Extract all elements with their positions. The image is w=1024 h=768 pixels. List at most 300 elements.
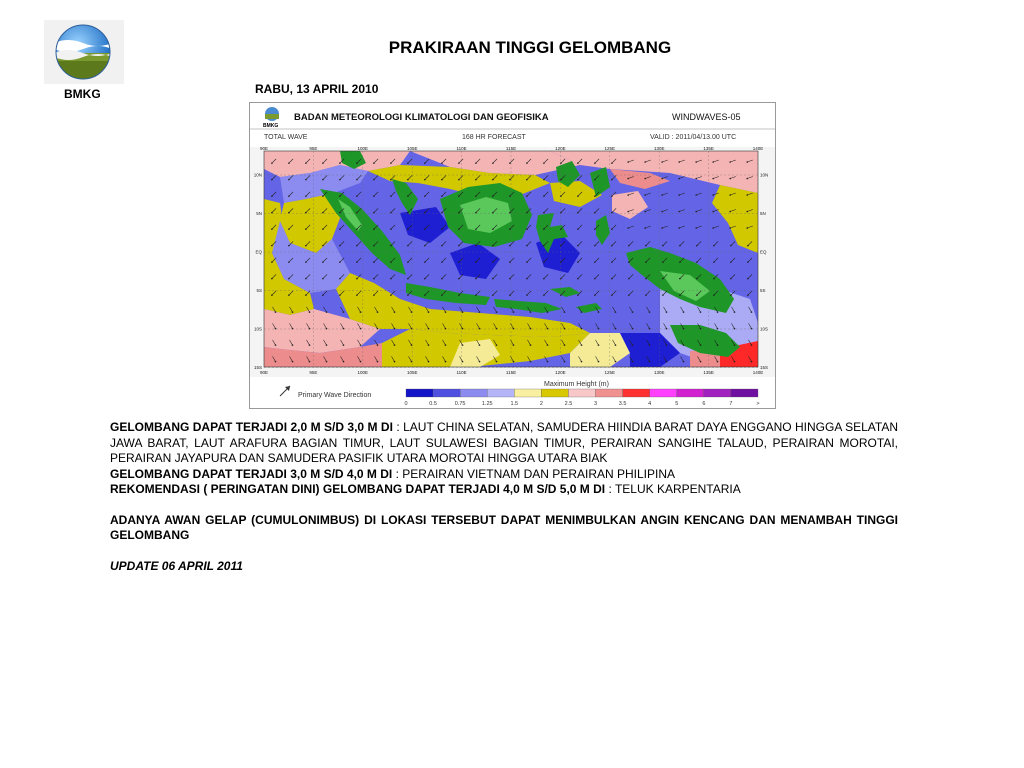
wave-arrow-head [734,328,736,330]
forecast-date: RABU, 13 APRIL 2010 [255,82,379,96]
scale-swatch [623,389,650,397]
wave-arrow-head [271,278,273,280]
early-warning: REKOMENDASI ( PERINGATAN DINI) GELOMBANG DAPAT TERJADI 4,0 M S/D 5,0 M DI [110,482,606,496]
wave-arrow-head [577,212,579,214]
wave-arrow-head [611,228,613,230]
wave-arrow-head [543,195,545,197]
wave-arrow-head [649,361,651,363]
wave-arrow-head [373,195,375,197]
lon-label: 115E [505,370,517,375]
wave-arrow-head [305,261,307,263]
wave-arrow-head [560,162,562,164]
lon-label: 100E [357,370,369,375]
wave-arrow-head [712,161,714,163]
scale-swatch [406,389,433,397]
wave-arrow-head [526,278,528,280]
wave-arrow-head [747,294,749,296]
wave-arrow-head [479,328,481,330]
wave-arrow-head [343,361,345,363]
wave-arrow-head [390,162,392,164]
wave-arrow-head [526,179,528,181]
wave-arrow-head [678,194,680,196]
wave-arrow-head [462,344,464,346]
forecast-paragraph-1 [110,420,898,467]
lon-label: 140E [752,370,764,375]
lon-label: 135E [703,370,714,375]
wave-arrow-head [275,361,277,363]
lon-label: 110E [456,146,467,151]
wave-arrow-head [424,212,426,214]
wave-arrow-head [666,361,668,363]
separator-3: : [605,482,615,496]
wave-arrow-head [661,178,663,180]
wave-arrow-head [696,294,698,296]
wave-arrow-head [700,361,702,363]
wave-arrow-head [526,195,528,197]
wave-arrow-head [594,212,596,214]
wave-arrow-head [462,361,464,363]
wave-arrow-head [627,178,629,180]
wave-arrow-head [496,361,498,363]
wave-arrow-head [424,228,426,230]
scale-tick-label: 2.5 [564,401,573,407]
wave-arrow-head [309,328,311,330]
wave-arrow-head [683,344,685,346]
scale-swatch [541,389,568,397]
wave-arrow-head [747,278,749,280]
lon-label: 95E [309,146,318,151]
wave-arrow-head [509,195,511,197]
wave-arrow-head [649,311,651,313]
wave-arrow-head [526,212,528,214]
wave-arrow-head [322,294,324,296]
wave-arrow-head [441,228,443,230]
wave-arrow-head [712,194,714,196]
wave-arrow-head [526,294,528,296]
wave-arrow-head [339,212,341,214]
wave-arrow-head [713,278,715,280]
lat-label: 10S [253,326,262,332]
wave-arrow-head [598,311,600,313]
wave-arrow-head [746,194,748,196]
banner-logo-icon [265,107,279,121]
wave-arrow-head [275,311,277,313]
wave-arrow-head [695,194,697,196]
wave-arrow-head [445,344,447,346]
lon-label: 130E [653,370,665,375]
wave-arrow-head [322,245,324,247]
forecast-label: 168 HR FORECAST [462,134,526,141]
wave-arrow-head [407,261,409,263]
cumulonimbus-warning: ADANYA AWAN GELAP (CUMULONIMBUS) DI LOKASI TERSEBUT DAPAT MENIMBULKAN ANGIN KENCANG DAN MENAMBAH TINGGI GELOMBANG [110,512,898,542]
scale-tick-label: 4 [648,401,652,407]
wave-arrow-head [594,278,596,280]
wave-arrow-head [322,162,324,164]
wave-arrow-head [751,344,753,346]
wave-arrow-head [356,228,358,230]
wave-arrow-head [462,328,464,330]
wave-arrow-head [577,278,579,280]
wave-arrow-head [547,311,549,313]
wave-arrow-head [543,212,545,214]
wave-arrow-head [594,261,596,263]
wave-arrow-head [530,344,532,346]
wave-arrow-head [594,228,596,230]
wave-arrow-head [441,162,443,164]
wave-arrow-head [632,328,634,330]
wave-arrow-head [695,161,697,163]
wave-arrow-head [526,261,528,263]
lon-label: 135E [703,146,714,151]
wave-arrow-head [695,211,697,213]
wave-arrow-head [390,212,392,214]
wave-arrow-head [730,294,732,296]
wave-arrow-head [577,179,579,181]
wave-arrow-head [509,245,511,247]
wave-arrow-head [577,261,579,263]
wave-arrow-head [729,161,731,163]
wave-arrow-head [373,228,375,230]
wave-arrow-head [411,311,413,313]
wave-arrow-head [700,311,702,313]
wave-arrow-head [475,294,477,296]
wave-arrow-head [271,179,273,181]
wave-arrow-head [632,361,634,363]
wave-arrow-head [746,161,748,163]
wave-arrow-head [360,344,362,346]
wave-arrow-head [377,361,379,363]
wave-arrow-head [339,261,341,263]
wave-arrow-head [292,328,294,330]
legend-svg [250,378,775,408]
wave-arrow-head [288,179,290,181]
lon-label: 100E [357,146,369,151]
scale-tick-label: 7 [729,401,733,407]
wave-arrow-head [713,261,715,263]
wave-arrow-head [424,278,426,280]
areas-4-5: TELUK KARPENTARIA [614,482,741,496]
wave-arrow-head [411,344,413,346]
wave-arrow-head [475,245,477,247]
wave-arrow-head [611,179,613,181]
wave-arrow-head [526,162,528,164]
wave-arrow-head [560,245,562,247]
wave-arrow-head [712,211,714,213]
wave-arrow-head [343,344,345,346]
wave-arrow-head [390,195,392,197]
wave-arrow-head [339,228,341,230]
wave-arrow-head [309,344,311,346]
wave-arrow-head [746,178,748,180]
wave-arrow-head [309,361,311,363]
wave-arrow-head [424,294,426,296]
wave-arrow-head [305,294,307,296]
wave-arrow-head [288,278,290,280]
wave-arrow-head [288,162,290,164]
wave-arrow-head [611,261,613,263]
wave-arrow-head [509,294,511,296]
wave-arrow-head [564,361,566,363]
wave-arrow-head [577,294,579,296]
lon-label: 120E [555,146,566,151]
wave-arrow-head [679,294,681,296]
wave-arrow-head [712,227,714,229]
wave-arrow-head [271,228,273,230]
lat-label: EQ [760,249,767,255]
wave-map-svg [250,103,775,381]
wave-arrow-head [526,228,528,230]
wave-arrow-head [683,311,685,313]
wave-arrow-head [509,278,511,280]
forecast-paragraph-3 [110,482,898,498]
banner-logo-text: BMKG [263,123,279,129]
lat-label: 5N [760,211,766,216]
wave-arrow-head [560,228,562,230]
lon-label: 110E [456,370,467,375]
wave-arrow-head [678,178,680,180]
wave-arrow-head [496,311,498,313]
scale-tick-label: 3 [594,401,598,407]
wave-arrow-head [628,245,630,247]
scale-swatch [460,389,487,397]
wave-arrow-head [695,227,697,229]
lat-label: 15S [253,365,262,370]
wave-arrow-head [560,179,562,181]
wave-arrow-head [696,245,698,247]
wave-arrow-head [288,195,290,197]
wave-arrow-head [577,195,579,197]
wave-arrow-head [373,212,375,214]
lat-label: EQ [255,249,262,255]
wave-arrow-head [407,294,409,296]
wave-arrow-head [292,344,294,346]
wave-arrow-head [356,212,358,214]
wave-arrow-head [373,245,375,247]
wave-arrow-head [479,311,481,313]
wave-arrow-head [305,179,307,181]
wave-arrow-head [475,162,477,164]
wave-direction-arrow-icon [280,386,290,396]
wave-arrow-head [666,311,668,313]
wave-arrow-head [356,245,358,247]
wave-arrow-head [458,162,460,164]
wave-arrow-head [305,278,307,280]
separator-2: : [392,466,403,481]
wave-arrow-head [424,245,426,247]
wave-arrow-head [475,261,477,263]
wave-arrow-head [696,261,698,263]
valid-label: VALID : 2011/04/13.00 UTC [650,134,737,141]
scale-swatch [487,389,514,397]
wave-arrow-head [662,294,664,296]
wave-arrow-head [275,344,277,346]
wave-arrow-head [627,211,629,213]
wave-arrow-head [611,212,613,214]
wave-arrow-head [547,328,549,330]
wave-arrow-head [717,328,719,330]
wave-arrow-head [615,328,617,330]
direction-legend-label: Primary Wave Direction [298,392,372,399]
wave-arrow-head [339,195,341,197]
wave-arrow-head [377,311,379,313]
wave-arrow-head [360,328,362,330]
wave-arrow-head [662,245,664,247]
wave-arrow-head [492,195,494,197]
wave-arrow-head [615,344,617,346]
wave-arrow-head [581,311,583,313]
wave-arrow-head [458,212,460,214]
wave-arrow-head [526,245,528,247]
wave-arrow-head [746,211,748,213]
wave-arrow-head [729,178,731,180]
wave-arrow-head [343,311,345,313]
wave-arrow-head [339,245,341,247]
page-title: PRAKIRAAN TINGGI GELOMBANG [388,38,672,57]
wave-arrow-head [322,179,324,181]
wave-arrow-head [543,245,545,247]
wave-arrow-head [475,212,477,214]
wave-arrow-head [271,294,273,296]
wave-arrow-head [712,178,714,180]
height-color-scale [404,389,759,407]
wave-arrow-head [543,294,545,296]
wave-arrow-head [322,228,324,230]
wave-arrow-head [390,261,392,263]
wave-arrow-head [729,227,731,229]
wave-arrow-head [322,212,324,214]
wave-arrow-head [475,195,477,197]
wave-arrow-head [356,278,358,280]
height-range-2-3: GELOMBANG DAPAT TERJADI 2,0 M S/D 3,0 M DI [110,420,393,434]
wave-arrow-head [390,228,392,230]
wave-arrow-head [683,361,685,363]
wave-arrow-head [747,261,749,263]
wave-arrow-head [305,162,307,164]
lon-label: 125E [604,146,616,151]
wave-arrow-head [746,227,748,229]
wave-arrow-head [343,328,345,330]
areas-2-3: LAUT CHINA SELATAN, SAMUDERA HIINDIA BARAT DAYA ENGGANO HINGGA SELATAN JAWA BARAT, LAUT ARAFURA BAGIAN TIMUR, LAUT SULAWESI BAGIAN TIMUR, PERAIRAN SANGIHE TALAUD, PERAIRAN MOROTAI, PERAIRAN JAYAPURA DAN SAMUDERA PASIFIK UTARA MOROTAI HINGGA UTARA BIAK [110,420,898,465]
wave-arrow-head [305,195,307,197]
wave-arrow-head [695,178,697,180]
wave-arrow-head [678,227,680,229]
wave-arrow-head [390,245,392,247]
wave-arrow-head [509,212,511,214]
wave-arrow-head [645,245,647,247]
wave-arrow-head [543,228,545,230]
wave-arrow-head [373,278,375,280]
wave-arrow-head [424,261,426,263]
wave-arrow-head [581,328,583,330]
wave-arrow-head [713,245,715,247]
wave-arrow-head [577,228,579,230]
scale-tick-label: 3.5 [618,401,627,407]
wave-arrow-head [717,344,719,346]
wave-arrow-head [513,361,515,363]
map-legend [249,378,776,409]
wave-arrow-head [594,162,596,164]
wave-arrow-head [339,179,341,181]
wave-arrow-head [734,311,736,313]
wave-arrow-head [458,261,460,263]
wave-arrow-head [339,162,341,164]
wave-arrow-head [441,245,443,247]
lat-label: 10S [760,326,769,332]
wave-arrow-head [598,344,600,346]
wave-arrow-head [394,328,396,330]
wave-arrow-head [644,211,646,213]
wave-arrow-head [407,195,409,197]
product-name: WINDWAVES-05 [672,112,741,122]
lon-label: 115E [505,146,517,151]
wave-arrow-head [305,228,307,230]
wave-arrow-head [530,328,532,330]
lon-label: 95E [309,370,318,375]
wave-arrow-head [441,294,443,296]
wave-arrow-head [475,179,477,181]
wave-arrow-head [543,278,545,280]
forecast-text [110,420,898,574]
wave-arrow-head [309,311,311,313]
wave-arrow-head [644,161,646,163]
wave-arrow-head [411,328,413,330]
wave-arrow-head [734,344,736,346]
wave-arrow-head [564,311,566,313]
wave-arrow-head [407,228,409,230]
lon-label: 105E [406,370,418,375]
wave-arrow-head [700,328,702,330]
wave-arrow-head [428,361,430,363]
wave-arrow-head [645,261,647,263]
wave-arrow-head [326,328,328,330]
wave-arrow-head [577,162,579,164]
lon-label: 120E [555,370,566,375]
wave-arrow-head [394,361,396,363]
scale-title: Maximum Height (m) [544,381,609,388]
wave-arrow-head [560,261,562,263]
wave-arrow-head [458,228,460,230]
wave-arrow-head [292,361,294,363]
wave-arrow-head [441,195,443,197]
height-range-3-4: GELOMBANG DAPAT TERJADI 3,0 M S/D 4,0 M DI [110,466,393,481]
wave-arrow-head [662,261,664,263]
wave-arrow-head [666,344,668,346]
wave-arrow-head [394,311,396,313]
wave-arrow-head [661,194,663,196]
wave-arrow-head [751,361,753,363]
wave-arrow-head [441,179,443,181]
wave-arrow-head [356,261,358,263]
wave-arrow-head [458,294,460,296]
wave-arrow-head [458,179,460,181]
wave-arrow-head [679,261,681,263]
wave-arrow-head [645,294,647,296]
wave-arrow-head [377,328,379,330]
wave-arrow-head [424,195,426,197]
wave-arrow-head [356,294,358,296]
wave-arrow-head [627,194,629,196]
lat-label: 15S [760,365,769,370]
wave-arrow-head [407,179,409,181]
wave-arrow-head [509,162,511,164]
wave-height-map [249,102,776,382]
wave-arrow-head [594,245,596,247]
wave-arrow-head [594,294,596,296]
wave-arrow-head [628,278,630,280]
wave-arrow-head [713,294,715,296]
wave-arrow-head [441,212,443,214]
lon-label: 125E [604,370,616,375]
